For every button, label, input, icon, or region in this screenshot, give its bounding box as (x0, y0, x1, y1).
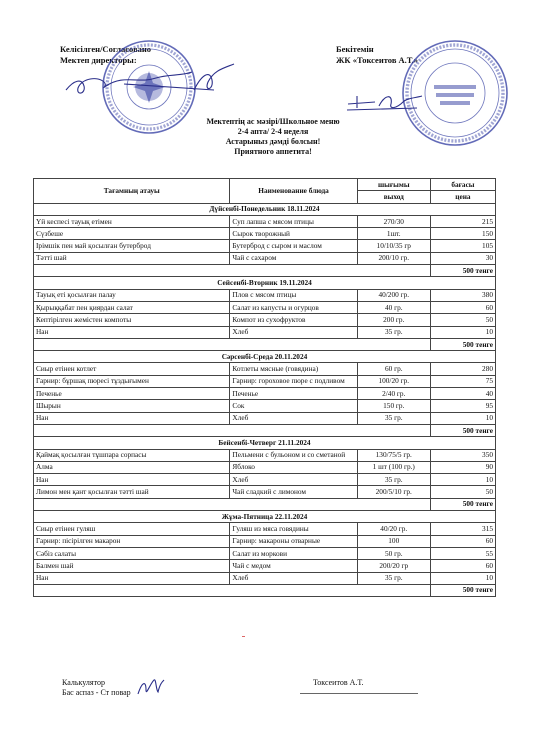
title-line-4: Приятного аппетита! (234, 147, 312, 156)
dish-qty: 35 гр. (357, 326, 430, 338)
page-mark (242, 636, 245, 637)
table-row (34, 228, 496, 240)
menu-table (33, 178, 496, 597)
dish-name-kz: Тәтті шай (34, 252, 230, 264)
table-row (34, 388, 496, 400)
dish-qty: 130/75/5 гр. (357, 449, 430, 461)
total-row (34, 498, 496, 510)
dish-name-kz: Нан (34, 326, 230, 338)
day-total: 500 тенге (430, 338, 495, 350)
calculator-label: Калькулятор (62, 678, 105, 687)
table-row (34, 461, 496, 473)
header-qty-bottom: выход (357, 191, 430, 203)
dish-name-kz: Сиыр етінен гуляш (34, 523, 230, 535)
dish-qty: 1 шт (100 гр.) (357, 461, 430, 473)
day-total: 500 тенге (430, 498, 495, 510)
day-total: 500 тенге (430, 265, 495, 277)
table-row (34, 252, 496, 264)
chef-label: Бас аспаз - Ст повар (62, 688, 131, 697)
table-row (34, 560, 496, 572)
dish-price: 60 (430, 301, 495, 313)
dish-name-kz: Гарнир: пісірілген макарон (34, 535, 230, 547)
header-kz-name: Тағамның атауы (34, 179, 230, 204)
table-row (34, 474, 496, 486)
day-row (34, 203, 496, 215)
dish-name-ru: Хлеб (230, 474, 357, 486)
table-row (34, 449, 496, 461)
dish-name-ru: Бутерброд с сыром и маслом (230, 240, 357, 252)
dish-name-ru: Чай с медом (230, 560, 357, 572)
table-row (34, 289, 496, 301)
dish-qty: 40/200 гр. (357, 289, 430, 301)
signature-line (300, 693, 418, 694)
table-row (34, 375, 496, 387)
day-label: Дүйсенбі-Понедельник 18.11.2024 (34, 203, 496, 215)
header-price-bottom: цена (430, 191, 495, 203)
day-label: Сәрсенбі-Среда 20.11.2024 (34, 351, 496, 363)
dish-price: 10 (430, 474, 495, 486)
menu-table-body (34, 179, 496, 597)
school-director-label: Мектеп директоры: (60, 55, 137, 65)
day-row (34, 511, 496, 523)
day-label: Жұма-Пятница 22.11.2024 (34, 511, 496, 523)
director-signature-icon (64, 60, 239, 105)
entrepreneur-label: ЖК «Токсеитов А.Т.» (336, 55, 418, 65)
dish-name-ru: Хлеб (230, 412, 357, 424)
table-row (34, 486, 496, 498)
dish-name-ru: Хлеб (230, 326, 357, 338)
table-row (34, 314, 496, 326)
footer-left (62, 678, 131, 698)
table-row (34, 301, 496, 313)
dish-price: 10 (430, 412, 495, 424)
dish-name-ru: Сок (230, 400, 357, 412)
dish-price: 60 (430, 560, 495, 572)
dish-name-kz: Қырыққабат пен қиярдан салат (34, 301, 230, 313)
table-row (34, 326, 496, 338)
day-label: Бейсенбі-Четверг 21.11.2024 (34, 437, 496, 449)
total-spacer (34, 424, 431, 436)
dish-qty: 200 гр. (357, 314, 430, 326)
dish-qty: 35 гр. (357, 412, 430, 424)
dish-name-kz: Үй кеспесі тауық етімен (34, 215, 230, 227)
day-row (34, 351, 496, 363)
total-spacer (34, 338, 431, 350)
approve-label: Бекітемін (336, 44, 374, 54)
footer-right-name: Токсеитов А.Т. (313, 678, 364, 687)
dish-name-kz: Кептірілген жемістен компоты (34, 314, 230, 326)
chef-signature-icon (136, 676, 166, 698)
dish-name-kz: Нан (34, 412, 230, 424)
dish-name-ru: Суп лапша с мясом птицы (230, 215, 357, 227)
dish-name-kz: Алма (34, 461, 230, 473)
title-line-2: 2-4 апта/ 2-4 неделя (237, 127, 309, 136)
dish-qty: 10/10/35 гр (357, 240, 430, 252)
total-spacer (34, 584, 431, 596)
dish-price: 380 (430, 289, 495, 301)
dish-qty: 150 гр. (357, 400, 430, 412)
approver-signature-icon (345, 88, 425, 114)
dish-price: 50 (430, 314, 495, 326)
dish-name-kz: Гарнир: бұршақ пюресі тұздығымен (34, 375, 230, 387)
title-line-3: Астарыныз дәмді болсын! (225, 137, 321, 146)
dish-qty: 100/20 гр. (357, 375, 430, 387)
dish-name-ru: Яблоко (230, 461, 357, 473)
total-spacer (34, 265, 431, 277)
dish-price: 105 (430, 240, 495, 252)
total-spacer (34, 498, 431, 510)
dish-price: 40 (430, 388, 495, 400)
dish-name-kz: Лимон мен қант қосылған тәтті шай (34, 486, 230, 498)
dish-qty: 40 гр. (357, 301, 430, 313)
dish-qty: 2/40 гр. (357, 388, 430, 400)
dish-price: 60 (430, 535, 495, 547)
table-row (34, 572, 496, 584)
dish-name-ru: Плов с мясом птицы (230, 289, 357, 301)
dish-price: 10 (430, 572, 495, 584)
dish-qty: 1шт. (357, 228, 430, 240)
total-row (34, 338, 496, 350)
dish-name-ru: Салат из капусты и огурцов (230, 301, 357, 313)
day-total: 500 тенге (430, 584, 495, 596)
dish-price: 280 (430, 363, 495, 375)
dish-name-kz: Нан (34, 572, 230, 584)
total-row (34, 424, 496, 436)
table-row (34, 547, 496, 559)
dish-name-kz: Шырын (34, 400, 230, 412)
dish-price: 50 (430, 486, 495, 498)
dish-price: 315 (430, 523, 495, 535)
dish-qty: 200/10 гр. (357, 252, 430, 264)
dish-price: 90 (430, 461, 495, 473)
dish-qty: 50 гр. (357, 547, 430, 559)
dish-qty: 270/30 (357, 215, 430, 227)
dish-name-ru: Чай с сахаром (230, 252, 357, 264)
dish-price: 215 (430, 215, 495, 227)
table-row (34, 363, 496, 375)
day-row (34, 437, 496, 449)
dish-name-kz: Нан (34, 474, 230, 486)
day-total: 500 тенге (430, 424, 495, 436)
table-row (34, 400, 496, 412)
day-row (34, 277, 496, 289)
total-row (34, 584, 496, 596)
dish-name-kz: Сәбіз салаты (34, 547, 230, 559)
dish-name-ru: Салат из моркови (230, 547, 357, 559)
dish-qty: 200/5/10 гр. (357, 486, 430, 498)
dish-name-ru: Печенье (230, 388, 357, 400)
dish-price: 10 (430, 326, 495, 338)
dish-name-kz: Ірімшік пен май қосылған бутерброд (34, 240, 230, 252)
dish-name-kz: Сиыр етінен котлет (34, 363, 230, 375)
header-ru-name: Наименование блюда (230, 179, 357, 204)
table-header-row-top (34, 179, 496, 191)
dish-name-ru: Хлеб (230, 572, 357, 584)
dish-name-kz: Сүзбеше (34, 228, 230, 240)
dish-price: 30 (430, 252, 495, 264)
dish-qty: 35 гр. (357, 572, 430, 584)
dish-name-ru: Гуляш из мяса говядины (230, 523, 357, 535)
menu-title (0, 117, 546, 157)
dish-name-ru: Гарнир: гороховое пюре с подливом (230, 375, 357, 387)
day-label: Сейсенбі-Вторник 19.11.2024 (34, 277, 496, 289)
dish-price: 75 (430, 375, 495, 387)
table-row (34, 215, 496, 227)
table-row (34, 240, 496, 252)
dish-name-ru: Компот из сухофруктов (230, 314, 357, 326)
dish-name-ru: Пельмени с бульоном и со сметаной (230, 449, 357, 461)
dish-name-ru: Сырок творожный (230, 228, 357, 240)
dish-price: 95 (430, 400, 495, 412)
agreed-label: Келісілген/Согласовано (60, 44, 152, 54)
table-row (34, 535, 496, 547)
dish-name-kz: Тауық еті қосылған палау (34, 289, 230, 301)
dish-price: 350 (430, 449, 495, 461)
dish-qty: 60 гр. (357, 363, 430, 375)
dish-name-kz: Қаймақ қосылған тұшпара сорпасы (34, 449, 230, 461)
table-row (34, 412, 496, 424)
header-price-top: бағасы (430, 179, 495, 191)
dish-name-ru: Котлеты мясные (говядина) (230, 363, 357, 375)
dish-name-kz: Балмен шай (34, 560, 230, 572)
dish-price: 55 (430, 547, 495, 559)
table-row (34, 523, 496, 535)
dish-qty: 200/20 гр (357, 560, 430, 572)
dish-qty: 100 (357, 535, 430, 547)
dish-price: 150 (430, 228, 495, 240)
dish-name-ru: Чай сладкий с лимоном (230, 486, 357, 498)
title-line-1: Мектептің ас мәзірі/Школьное меню (206, 117, 340, 126)
total-row (34, 265, 496, 277)
header-qty-top: шығымы (357, 179, 430, 191)
dish-name-kz: Печенье (34, 388, 230, 400)
dish-qty: 35 гр. (357, 474, 430, 486)
dish-qty: 40/20 гр. (357, 523, 430, 535)
dish-name-ru: Гарнир: макароны отварные (230, 535, 357, 547)
